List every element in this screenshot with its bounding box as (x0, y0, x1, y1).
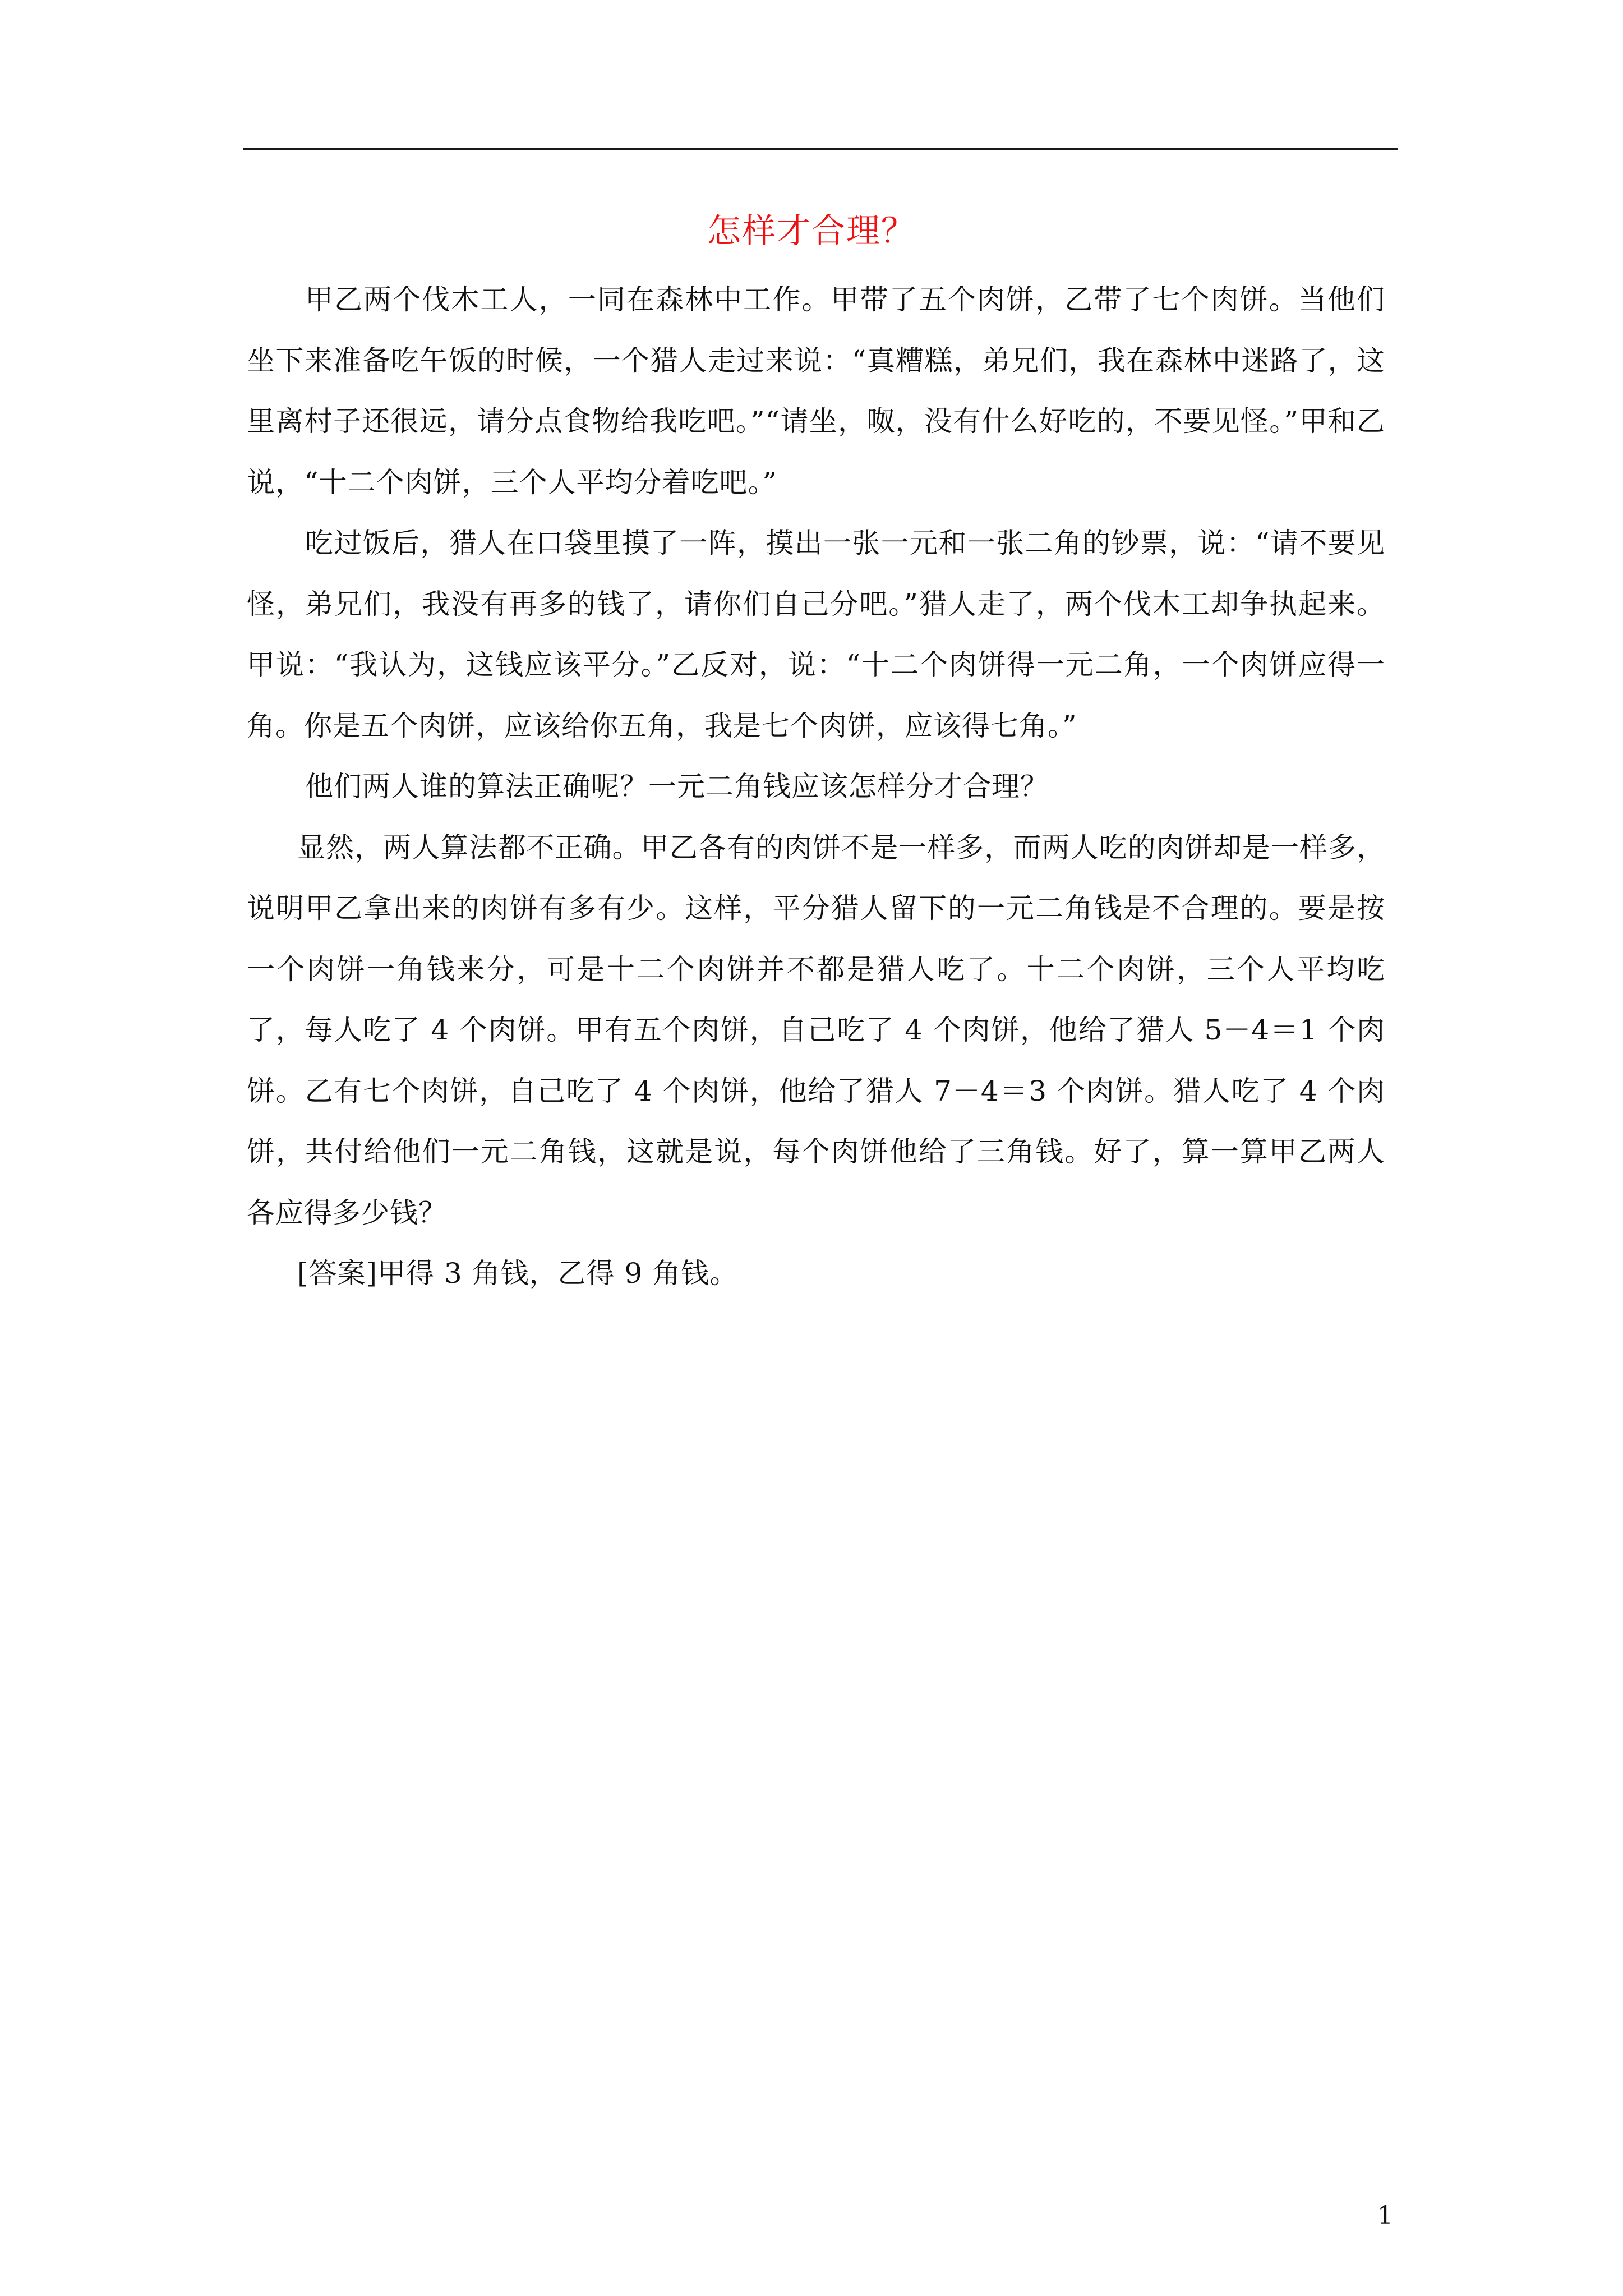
header-rule (243, 148, 1398, 150)
paragraph-question: 他们两人谁的算法正确呢？一元二角钱应该怎样分才合理？ (305, 770, 1049, 803)
page-title: 怎样才合理？ (707, 211, 916, 251)
page-number: 1 (1377, 2201, 1393, 2230)
paragraph-answer: [答案]甲得 3 角钱，乙得 9 角钱。 (297, 1257, 739, 1290)
document-body (247, 269, 1385, 1304)
paragraph-story-intro: 甲乙两个伐木工人，一同在森林中工作。甲带了五个肉饼，乙带了七个肉饼。当他们坐下来准备吃午饭的时候，一个猎人走过来说：“真糟糕，弟兄们，我在森林中迷路了，这里离村子还很远，请分点食物给我吃吧。”“请坐，呶，没有什么好吃的，不要见怪。”甲和乙说，“十二个肉饼，三个人平均分着吃吧。” (247, 283, 1385, 499)
paragraph-story-dispute: 吃过饭后，猎人在口袋里摸了一阵，摸出一张一元和一张二角的钞票，说：“请不要见怪，弟兄们，我没有再多的钱了，请你们自己分吧。”猎人走了，两个伐木工却争执起来。甲说：“我认为，这钱应该平分。”乙反对，说：“十二个肉饼得一元二角，一个肉饼应得一角。你是五个肉饼，应该给你五角，我是七个肉饼，应该得七角。” (247, 527, 1385, 742)
paragraph-explanation: 显然，两人算法都不正确。甲乙各有的肉饼不是一样多，而两人吃的肉饼却是一样多，说明甲乙拿出来的肉饼有多有少。这样，平分猎人留下的一元二角钱是不合理的。要是按一个肉饼一角钱来分，可是十二个肉饼并不都是猎人吃了。十二个肉饼，三个人平均吃了，每人吃了 4 个肉饼。甲有五个肉饼，自己吃了 4 个肉饼，他给了猎人 5－4＝1 个肉饼。乙有七个肉饼，自己吃了 4 个肉饼，他给了猎人 7－4＝3 个肉饼。猎人吃了 4 个肉饼，共付给他们一元二角钱，这就是说，每个肉饼他给了三角钱。好了，算一算甲乙两人各应得多少钱？ (247, 831, 1385, 1229)
